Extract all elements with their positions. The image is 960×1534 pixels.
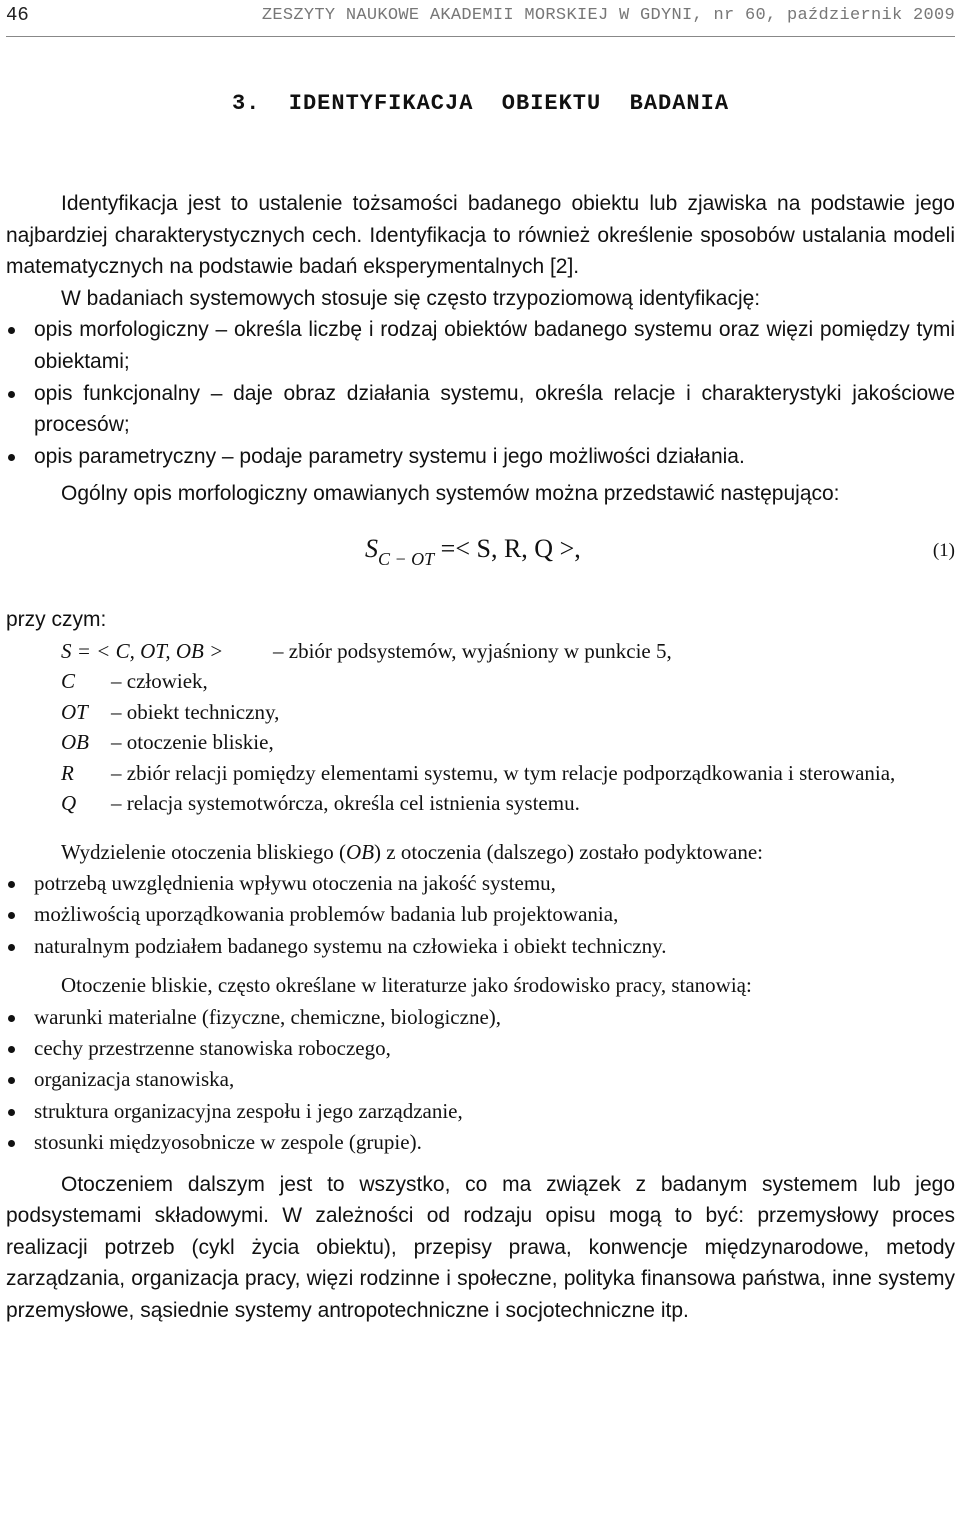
list-item xyxy=(6,1064,955,1095)
definition-symbol: R xyxy=(61,760,74,785)
list-item-text: opis parametryczny – podaje parametry systemu i jego możliwości działania. xyxy=(34,444,745,468)
list-item-text: opis morfologiczny – określa liczbę i rodzaj obiektów badanego systemu oraz więzi pomiędzy tymi obiektami; xyxy=(34,318,955,373)
section-title: 3. IDENTYFIKACJA OBIEKTU BADANIA xyxy=(231,91,730,116)
equation-subscript: C − OT xyxy=(378,549,435,570)
definition-text: – obiekt techniczny, xyxy=(111,699,280,724)
paragraph-far-environment: Otoczeniem dalszym jest to wszystko, co ma związek z badanym systemem lub jego podsystemami składowymi. W zależności od rodzaju opisu mogą to być: przemysłowy proces realizacji potrzeb (cykl życia obiektu), przepisy prawa, konwencje międzynarodowe, metody zarządzania, organizacja pracy, więzi rodzinne i społeczne, polityka finansowa państwa, inne systemy przemysłowe, sąsiednie systemy antropotechniczne i socjotechniczne itp. xyxy=(6,1172,955,1322)
list-item xyxy=(6,931,955,962)
list-item-text: potrzebą uwzględnienia wpływu otoczenia na jakość systemu, xyxy=(34,870,556,895)
definition-text: – relacja systemotwórcza, określa cel istnienia systemu. xyxy=(111,791,580,816)
list-item xyxy=(6,378,955,441)
symbol-definitions xyxy=(6,604,955,819)
paragraph-three-level-identification: W badaniach systemowych stosuje się często trzypoziomową identyfikację: xyxy=(61,286,761,310)
paragraph-morphological-description: Ogólny opis morfologiczny omawianych systemów można przedstawić następująco: xyxy=(61,482,840,506)
bullet-icon xyxy=(8,1109,15,1116)
definition-symbol: OT xyxy=(61,699,88,724)
running-header xyxy=(6,4,955,28)
definition-row xyxy=(6,697,955,728)
bullet-icon xyxy=(8,881,15,888)
definition-text: – zbiór relacji pomiędzy elementami systemu, w tym relacje podporządkowania i sterowania, xyxy=(111,760,896,785)
list-item-text: struktura organizacyjna zespołu i jego zarządzanie, xyxy=(34,1098,463,1123)
list-item-text: opis funkcjonalny – daje obraz działania systemu, określa relacje i charakterystyki jakościowe procesów; xyxy=(34,381,955,437)
definition-symbol: OB xyxy=(61,730,89,755)
list-item xyxy=(6,899,955,930)
bullet-icon xyxy=(8,944,15,951)
identification-levels-list xyxy=(6,314,955,472)
definition-row xyxy=(6,788,955,819)
equation-1 xyxy=(6,520,955,600)
definition-text: – otoczenie bliskie, xyxy=(111,730,274,755)
list-item xyxy=(6,1127,955,1158)
bullet-icon xyxy=(8,1140,15,1147)
equation-expression xyxy=(365,534,581,568)
definition-text: – zbiór podsystemów, wyjaśniony w punkcie 5, xyxy=(273,638,672,663)
paragraph-work-environment: Otoczenie bliskie, często określane w literaturze jako środowisko pracy, stanowią: xyxy=(61,973,752,998)
bullet-icon xyxy=(8,1046,15,1053)
list-item-text: warunki materialne (fizyczne, chemiczne, biologiczne), xyxy=(34,1004,502,1029)
list-item-text: naturalnym podziałem badanego systemu na człowieka i obiekt techniczny. xyxy=(34,933,667,958)
definition-row xyxy=(6,636,955,667)
definition-symbol: C xyxy=(61,669,76,694)
list-item xyxy=(6,1096,955,1127)
equation-number: (1) xyxy=(932,539,955,561)
list-item-text: możliwością uporządkowania problemów badania lub projektowania, xyxy=(34,902,619,927)
list-item-text: stosunki międzyosobnicze w zespole (grupie). xyxy=(34,1130,422,1155)
reasons-list xyxy=(6,868,955,962)
equation-rhs: =< S, R, Q >, xyxy=(434,533,581,563)
list-item-text: organizacja stanowiska, xyxy=(34,1067,235,1092)
paragraph-identification: Identyfikacja jest to ustalenie tożsamości badanego obiektu lub zjawiska na podstawie jego najbardziej charakterystycznych cech. Identyfikacja to również określenie sposobów ustalania modeli matematycznych na podstawie badań eksperymentalnych [2]. xyxy=(6,192,955,279)
inline-symbol: OB xyxy=(346,839,375,864)
definition-symbol: S = < C, OT, OB > xyxy=(61,638,224,663)
definition-row xyxy=(6,666,955,697)
header-divider xyxy=(6,36,955,37)
bullet-icon xyxy=(8,912,15,919)
work-environment-list xyxy=(6,1002,955,1159)
definitions-intro: przy czym: xyxy=(6,607,107,631)
list-item xyxy=(6,1033,955,1064)
bullet-icon xyxy=(8,454,15,461)
list-item xyxy=(6,441,955,473)
list-item xyxy=(6,868,955,899)
bullet-icon xyxy=(8,1077,15,1084)
paragraph-near-environment xyxy=(6,837,955,868)
bullet-icon xyxy=(8,391,15,398)
definition-row xyxy=(6,727,955,758)
page-number: 46 xyxy=(6,4,29,26)
list-item xyxy=(6,1002,955,1033)
list-item-text: cechy przestrzenne stanowiska roboczego, xyxy=(34,1035,391,1060)
definition-symbol: Q xyxy=(61,791,77,816)
paragraph-text: ) z otoczenia (dalszego) zostało podyktowane: xyxy=(374,839,763,864)
list-item xyxy=(6,314,955,377)
equation-lhs: S xyxy=(365,533,378,563)
bullet-icon xyxy=(8,1015,15,1022)
bullet-icon xyxy=(8,327,15,334)
definition-row xyxy=(6,758,955,789)
body-text xyxy=(6,188,955,1327)
definition-text: – człowiek, xyxy=(111,669,208,694)
paragraph-text: Wydzielenie otoczenia bliskiego ( xyxy=(61,839,347,864)
journal-title: ZESZYTY NAUKOWE AKADEMII MORSKIEJ W GDYNI, nr 60, październik 2009 xyxy=(261,6,955,25)
